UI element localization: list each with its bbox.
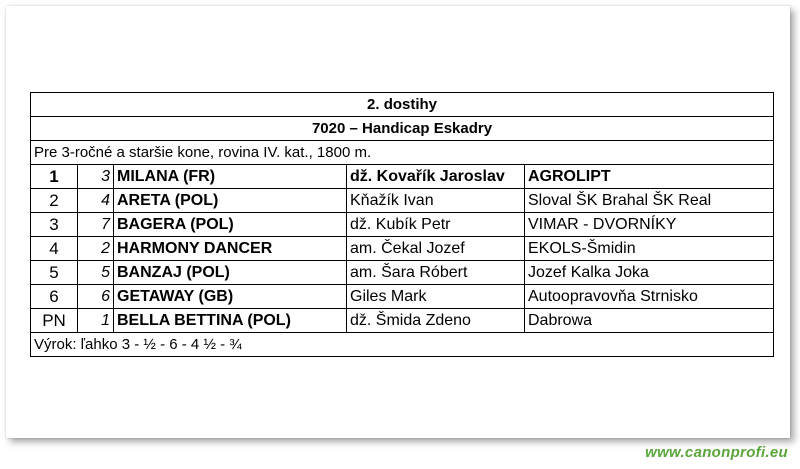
- race-title: 7020 – Handicap Eskadry: [31, 117, 774, 141]
- horse-name: GETAWAY (GB): [114, 285, 347, 309]
- start-number: 5: [78, 261, 114, 285]
- owner-name: Jozef Kalka Joka: [525, 261, 774, 285]
- result-row: [31, 261, 774, 285]
- result-row: [31, 165, 774, 189]
- results-card: [6, 6, 790, 438]
- finish-position: PN: [31, 309, 78, 333]
- finish-position: 1: [31, 165, 78, 189]
- finish-position: 2: [31, 189, 78, 213]
- horse-name: BANZAJ (POL): [114, 261, 347, 285]
- horse-name: BELLA BETTINA (POL): [114, 309, 347, 333]
- result-row: [31, 237, 774, 261]
- race-title-row: [31, 117, 774, 141]
- race-conditions: Pre 3-ročné a staršie kone, rovina IV. kat., 1800 m.: [31, 141, 774, 165]
- race-results-table: [30, 92, 774, 357]
- rider-name: dž. Šmida Zdeno: [347, 309, 525, 333]
- finish-position: 3: [31, 213, 78, 237]
- watermark-text: www.canonprofi.eu: [645, 444, 788, 461]
- owner-name: VIMAR - DVORNÍKY: [525, 213, 774, 237]
- start-number: 3: [78, 165, 114, 189]
- race-heading-row: [31, 93, 774, 117]
- result-row: [31, 309, 774, 333]
- start-number: 2: [78, 237, 114, 261]
- horse-name: HARMONY DANCER: [114, 237, 347, 261]
- rider-name: dž. Kovařík Jaroslav: [347, 165, 525, 189]
- owner-name: Dabrowa: [525, 309, 774, 333]
- rider-name: Kňažík Ivan: [347, 189, 525, 213]
- finish-position: 6: [31, 285, 78, 309]
- horse-name: MILANA (FR): [114, 165, 347, 189]
- race-verdict-row: [31, 333, 774, 357]
- rider-name: am. Šara Róbert: [347, 261, 525, 285]
- owner-name: Sloval ŠK Brahal ŠK Real: [525, 189, 774, 213]
- result-row: [31, 213, 774, 237]
- race-heading: 2. dostihy: [31, 93, 774, 117]
- owner-name: AGROLIPT: [525, 165, 774, 189]
- finish-position: 5: [31, 261, 78, 285]
- owner-name: Autoopravovňa Strnisko: [525, 285, 774, 309]
- finish-position: 4: [31, 237, 78, 261]
- owner-name: EKOLS-Šmidin: [525, 237, 774, 261]
- rider-name: am. Čekal Jozef: [347, 237, 525, 261]
- result-row: [31, 285, 774, 309]
- result-row: [31, 189, 774, 213]
- start-number: 6: [78, 285, 114, 309]
- start-number: 4: [78, 189, 114, 213]
- horse-name: ARETA (POL): [114, 189, 347, 213]
- horse-name: BAGERA (POL): [114, 213, 347, 237]
- race-conditions-row: [31, 141, 774, 165]
- start-number: 7: [78, 213, 114, 237]
- rider-name: dž. Kubík Petr: [347, 213, 525, 237]
- race-verdict: Výrok: ľahko 3 - ½ - 6 - 4 ½ - ¾: [31, 333, 774, 357]
- rider-name: Giles Mark: [347, 285, 525, 309]
- start-number: 1: [78, 309, 114, 333]
